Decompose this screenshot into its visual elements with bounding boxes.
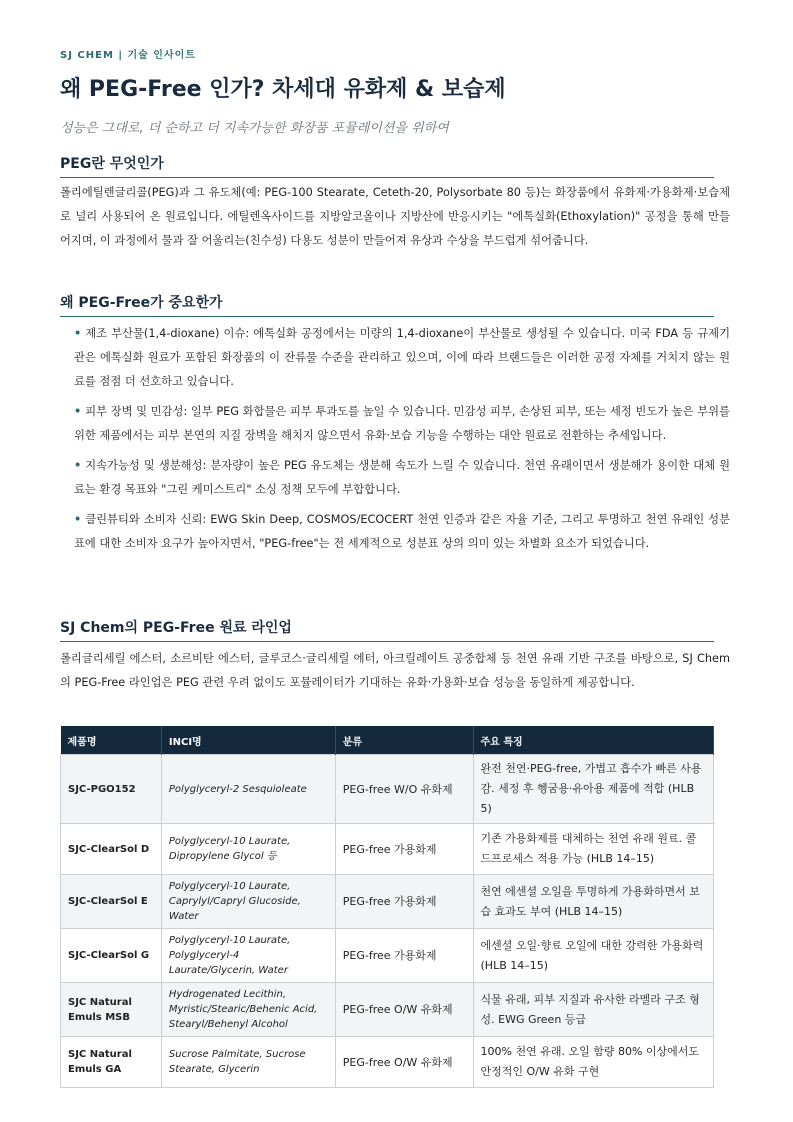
why-peg-free-list xyxy=(74,322,730,562)
page-subtitle: 성능은 그대로, 더 순하고 더 지속가능한 화장품 포뮬레이션을 위하여 xyxy=(60,121,449,136)
page-title: 왜 PEG-Free 인가? 차세대 유화제 & 보습제 xyxy=(60,77,506,102)
bullet-icon: • xyxy=(74,459,82,472)
table-row xyxy=(61,929,714,983)
table-row xyxy=(61,983,714,1037)
class-cell: PEG-free O/W 유화제 xyxy=(335,1037,473,1088)
list-item-text: 클린뷰티와 소비자 신뢰: EWG Skin Deep, COSMOS/ECOCERT 천연 인증과 같은 자율 기준, 그리고 투명하고 천연 유래인 성분표에 대한 소비자 요구가 높아지면서, "PEG-free"는 전 세계적으로 성분표 상의 의미 있는 차별화 요소가 되었습니다. xyxy=(74,513,730,550)
section-heading-what-is-peg: PEG란 무엇인가 xyxy=(60,153,714,178)
feature-cell: 식물 유래, 피부 지질과 유사한 라멜라 구조 형성. EWG Green 등급 xyxy=(473,983,713,1037)
table-header-row xyxy=(61,726,714,755)
inci-cell: Polyglyceryl-10 Laurate, Polyglyceryl-4 Laurate/Glycerin, Water xyxy=(161,929,335,983)
inci-cell: Sucrose Palmitate, Sucrose Stearate, Glycerin xyxy=(161,1037,335,1088)
feature-cell: 완전 천연·PEG-free, 가볍고 흡수가 빠른 사용감. 세정 후 헹굼용·유아용 제품에 적합 (HLB 5) xyxy=(473,755,713,824)
class-cell: PEG-free 가용화제 xyxy=(335,824,473,875)
inci-cell: Polyglyceryl-10 Laurate, Caprylyl/Capryl Glucoside, Water xyxy=(161,875,335,929)
product-name-cell: SJC Natural Emuls MSB xyxy=(61,983,162,1037)
class-cell: PEG-free O/W 유화제 xyxy=(335,983,473,1037)
product-name-cell: SJC-ClearSol G xyxy=(61,929,162,983)
class-cell: PEG-free 가용화제 xyxy=(335,929,473,983)
class-cell: PEG-free W/O 유화제 xyxy=(335,755,473,824)
inci-cell: Polyglyceryl-10 Laurate, Dipropylene Glycol 등 xyxy=(161,824,335,875)
bullet-icon: • xyxy=(74,327,82,340)
table-row xyxy=(61,1037,714,1088)
table-row xyxy=(61,875,714,929)
bullet-icon: • xyxy=(74,513,82,526)
feature-cell: 에센셜 오일·향료 오일에 대한 강력한 가용화력 (HLB 14–15) xyxy=(473,929,713,983)
table-row xyxy=(61,755,714,824)
list-item-text: 지속가능성 및 생분해성: 분자량이 높은 PEG 유도체는 생분해 속도가 느릴 수 있습니다. 천연 유래이면서 생분해가 용이한 대체 원료는 환경 목표와 "그린 케미스트리" 소싱 정책 모두에 부합합니다. xyxy=(74,459,730,496)
product-name-cell: SJC-PGO152 xyxy=(61,755,162,824)
list-item-text: 피부 장벽 및 민감성: 일부 PEG 화합물은 피부 투과도를 높일 수 있습니다. 민감성 피부, 손상된 피부, 또는 세정 빈도가 높은 부위를 위한 제품에서는 피부 본연의 지질 장벽을 해치지 않으면서 유화·보습 기능을 수행하는 대안 원료로 전환하는 추세입니다. xyxy=(74,405,730,442)
table-row xyxy=(61,824,714,875)
table-header-cell: INCI명 xyxy=(161,726,335,755)
class-cell: PEG-free 가용화제 xyxy=(335,875,473,929)
inci-cell: Hydrogenated Lecithin, Myristic/Stearic/Behenic Acid, Stearyl/Behenyl Alcohol xyxy=(161,983,335,1037)
list-item-text: 제조 부산물(1,4-dioxane) 이슈: 에톡실화 공정에서는 미량의 1,4-dioxane이 부산물로 생성될 수 있습니다. 미국 FDA 등 규제기관은 에톡실화 원료가 포함된 화장품의 이 잔류물 수준을 관리하고 있으며, 이에 따라 브랜드들은 이러한 공정 자체를 거치지 않는 원료를 점점 더 선호하고 있습니다. xyxy=(74,327,730,388)
product-table xyxy=(60,726,714,1088)
section-body-what-is-peg: 폴리에틸렌글리콜(PEG)과 그 유도체(예: PEG-100 Stearate, Ceteth-20, Polysorbate 80 등)는 화장품에서 유화제·가용화제·보습제로 널리 사용되어 온 원료입니다. 에틸렌옥사이드를 지방알코올이나 지방산에 반응시키는 "에톡실화(Ethoxylation)" 공정을 통해 만들어지며, 이 과정에서 물과 잘 어울리는(친수성) 다용도 성분이 만들어져 유상과 수상을 부드럽게 섞어줍니다. xyxy=(60,186,730,247)
feature-cell: 기존 가용화제를 대체하는 천연 유래 원료. 콜드프로세스 적용 가능 (HLB 14–15) xyxy=(473,824,713,875)
table-header-cell: 주요 특징 xyxy=(473,726,713,755)
section-heading-why-peg-free: 왜 PEG-Free가 중요한가 xyxy=(60,292,714,317)
list-item xyxy=(74,454,730,502)
section-body-lineup: 폴리글리세릴 에스터, 소르비탄 에스터, 글루코스·글리세릴 에터, 아크릴레이트 공중합체 등 천연 유래 기반 구조를 바탕으로, SJ Chem의 PEG-Free 라인업은 PEG 관련 우려 없이도 포뮬레이터가 기대하는 유화·가용화·보습 성능을 동일하게 제공합니다. xyxy=(60,652,730,689)
bullet-icon: • xyxy=(74,405,82,418)
product-name-cell: SJC-ClearSol D xyxy=(61,824,162,875)
feature-cell: 천연 에센셜 오일을 투명하게 가용화하면서 보습 효과도 부여 (HLB 14–15) xyxy=(473,875,713,929)
table-header-cell: 제품명 xyxy=(61,726,162,755)
section-heading-lineup: SJ Chem의 PEG-Free 원료 라인업 xyxy=(60,617,714,642)
table-header-cell: 분류 xyxy=(335,726,473,755)
product-name-cell: SJC-ClearSol E xyxy=(61,875,162,929)
list-item xyxy=(74,508,730,556)
inci-cell: Polyglyceryl-2 Sesquioleate xyxy=(161,755,335,824)
eyebrow-label: SJ CHEM | 기술 인사이트 xyxy=(60,50,196,61)
list-item xyxy=(74,322,730,394)
product-name-cell: SJC Natural Emuls GA xyxy=(61,1037,162,1088)
feature-cell: 100% 천연 유래. 오일 함량 80% 이상에서도 안정적인 O/W 유화 구현 xyxy=(473,1037,713,1088)
list-item xyxy=(74,400,730,448)
